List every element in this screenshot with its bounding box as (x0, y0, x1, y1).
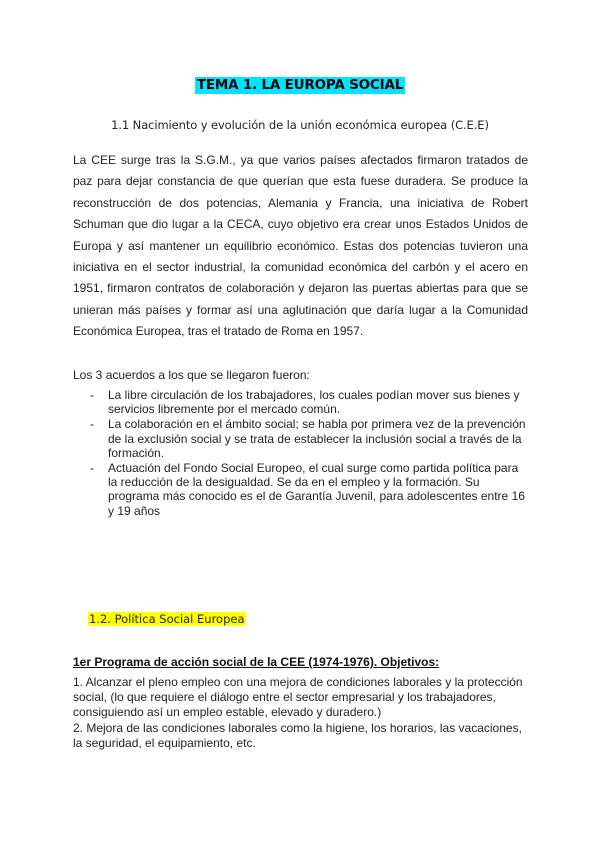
objective-item: 2. Mejora de las condiciones laborales como la higiene, los horarios, las vacaciones, la seguridad, el equipamiento, etc. (73, 720, 522, 750)
list-item (90, 461, 530, 518)
list-item (90, 417, 530, 460)
section-heading: 1.2. Política Social Europea (89, 612, 245, 626)
agreements-intro: Los 3 acuerdos a los que se llegaron fueron: (73, 368, 310, 382)
list-item-text: Actuación del Fondo Social Europeo, el cual surge como partida política para la reducción de la desigualdad. Se da en el empleo y la formación. Su programa más conocido es el de Garantía Juvenil, para adolescentes entre 16 y 19 años (108, 461, 525, 518)
objectives-block (73, 675, 533, 751)
page-title: TEMA 1. LA EUROPA SOCIAL (196, 77, 404, 93)
list-item-text: La colaboración en el ámbito social; se habla por primera vez de la prevención de la exclusión social y se trata de establecer la inclusión social a través de la formación. (108, 417, 526, 460)
section-subtitle: 1.1 Nacimiento y evolución de la unión económica europea (C.E.E) (111, 118, 489, 132)
list-item-text: La libre circulación de los trabajadores, los cuales podían mover sus bienes y servicios libremente por el mercado común. (108, 388, 520, 417)
intro-paragraph: La CEE surge tras la S.G.M., ya que varios países afectados firmaron tratados de paz para dejar constancia de que querían que esta fuese duradera. Se produce la reconstrucción de dos potencias, Alemania y Francia, una iniciativa de Robert Schuman que dio lugar a la CECA, cuyo objetivo era crear unos Estados Unidos de Europa y así mantener un equilibrio económico. Estas dos potencias tuvieron una iniciativa en el sector industrial, la comunidad económica del carbón y el acero en 1951, firmaron contratos de colaboración y dejaron las puertas abiertas para que se unieran más países y formar así una aglutinación que daría lugar a la Comunidad Económica Europea, tras el tratado de Roma en 1957. (73, 153, 528, 339)
bullet-dash: - (90, 461, 94, 476)
objective-item: 1. Alcanzar el pleno empleo con una mejora de condiciones laborales y la protección social, (lo que requiere el diálogo entre el sector empresarial y los trabajadores, consiguiendo así un empleo estable, elevado y duradero.) (73, 675, 523, 720)
bullet-dash: - (90, 417, 94, 432)
bullet-dash: - (90, 388, 94, 402)
list-item (90, 388, 530, 416)
title-block (0, 76, 600, 94)
agreements-list (90, 388, 530, 519)
program-title: 1er Programa de acción social de la CEE (1974-1976). Objetivos: (73, 655, 440, 669)
section-heading-block (88, 610, 246, 628)
